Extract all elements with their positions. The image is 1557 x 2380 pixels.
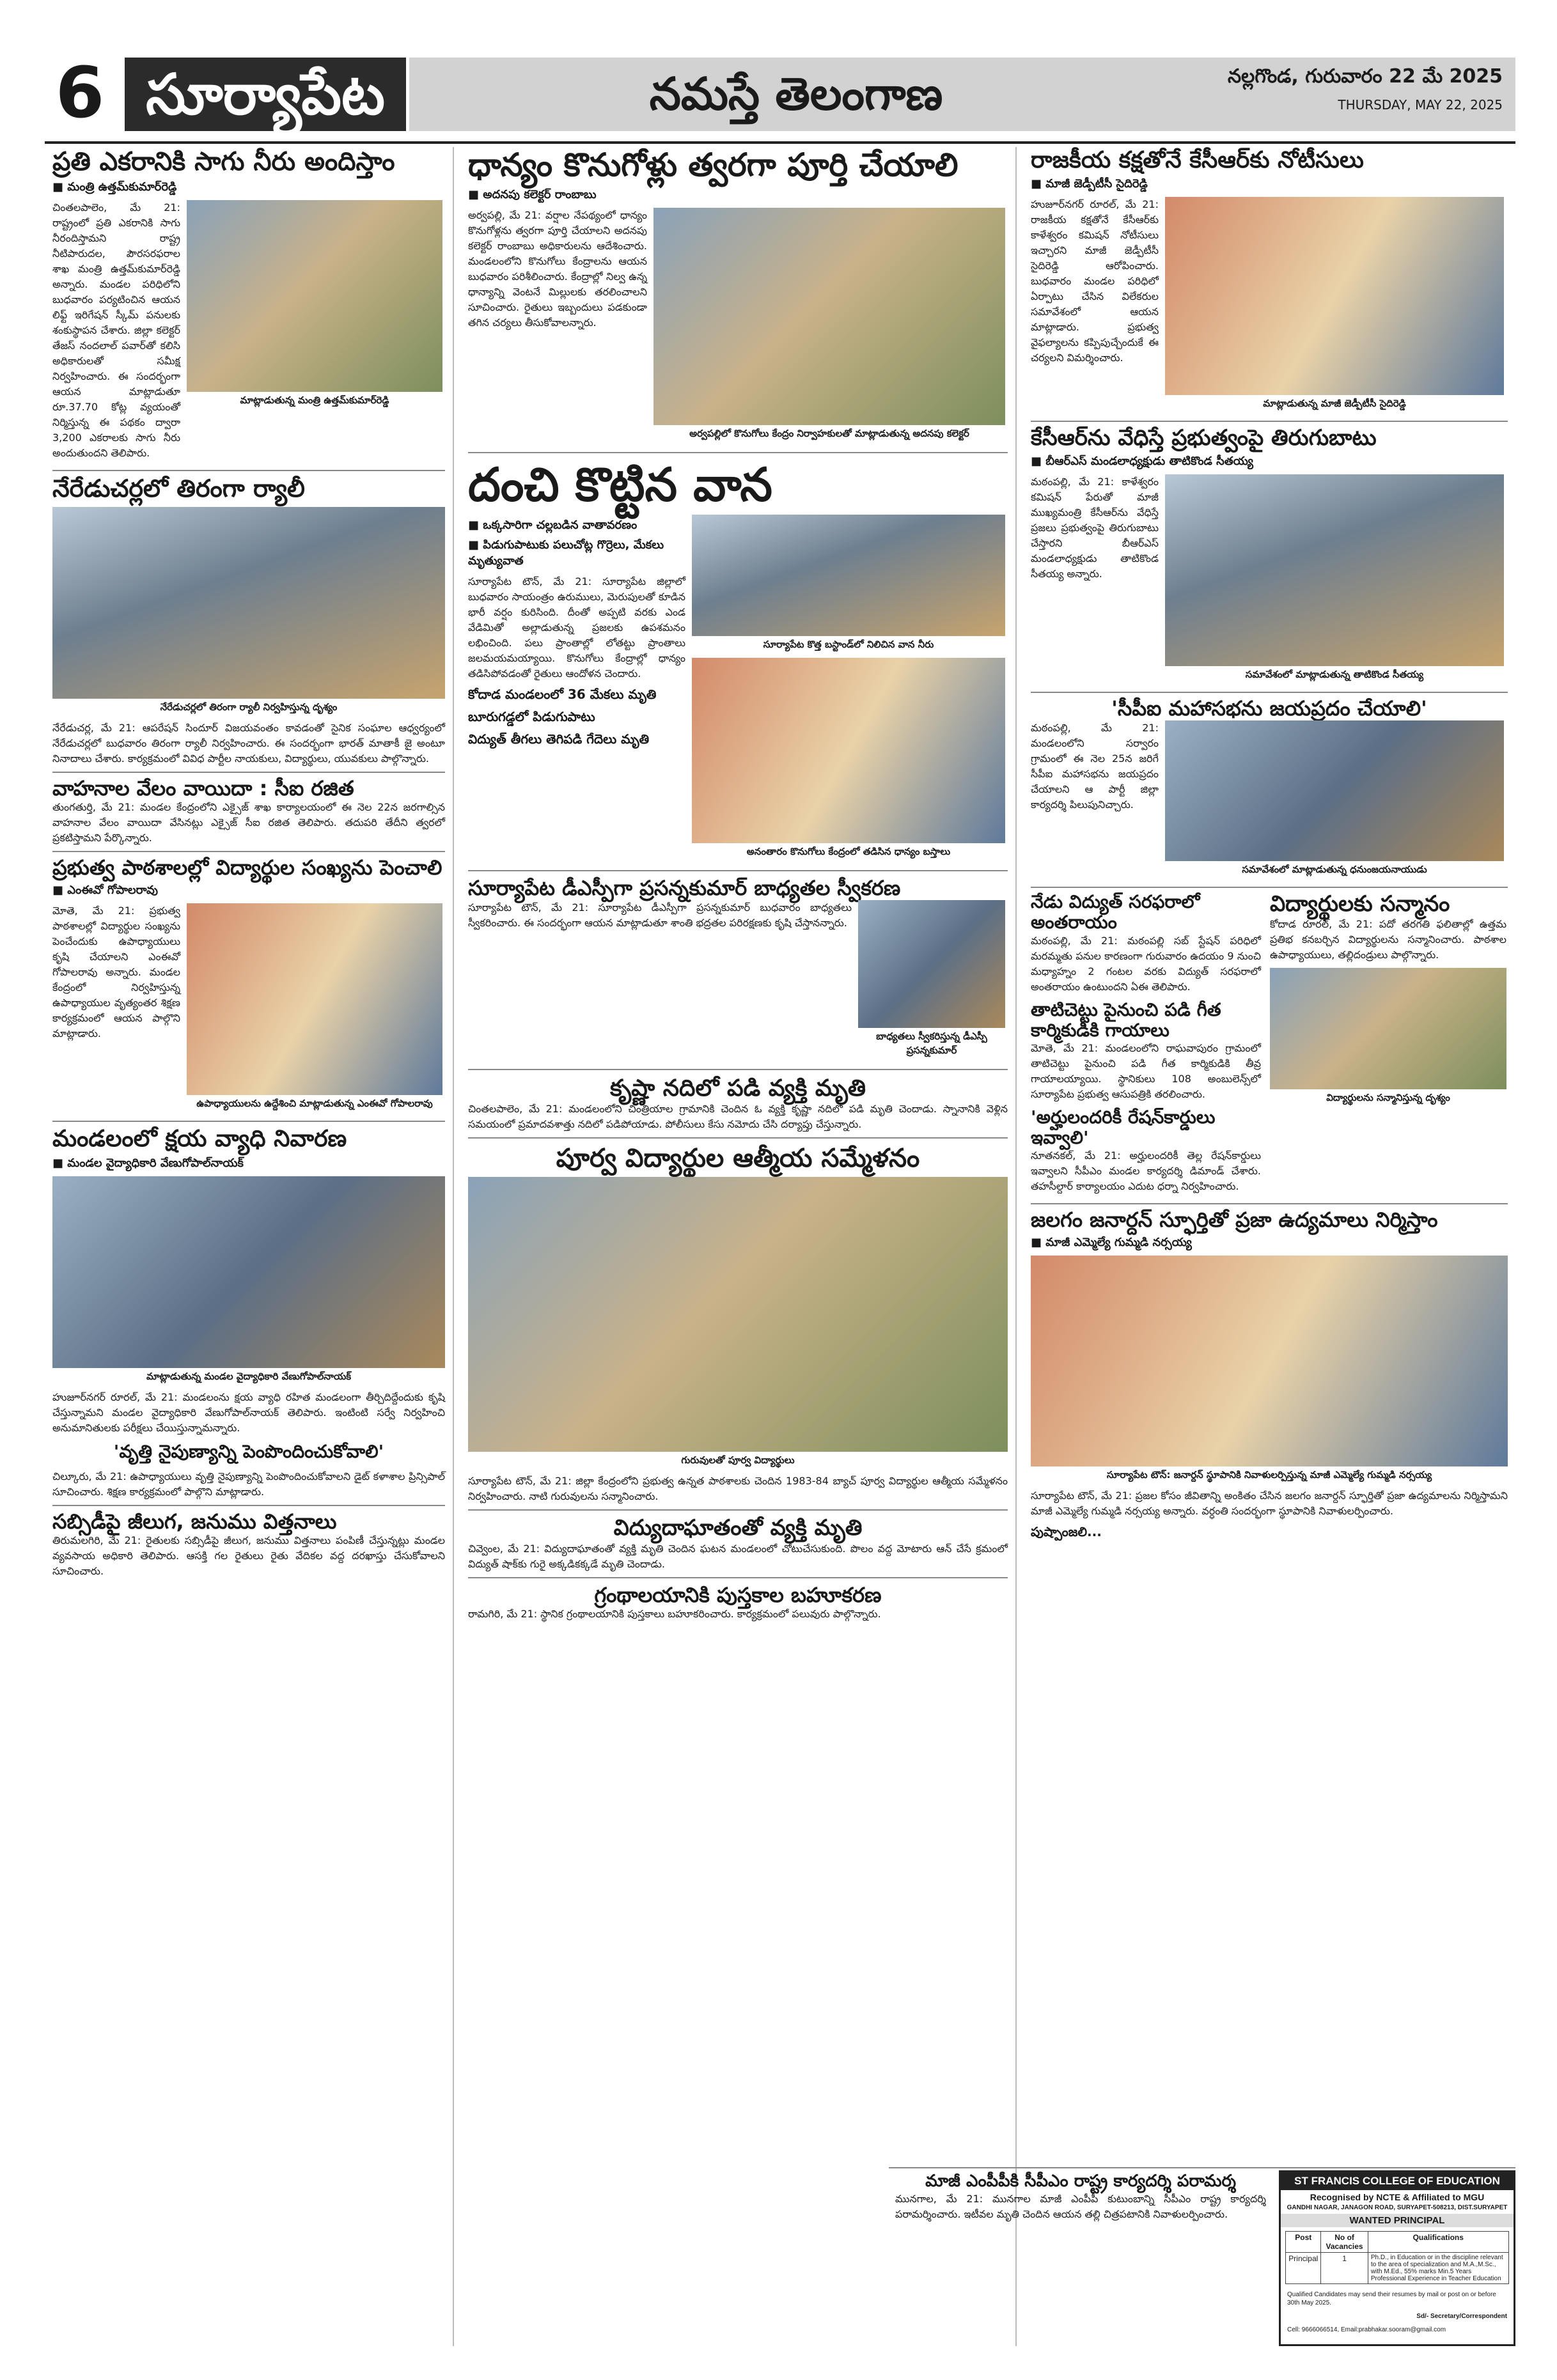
article-title: 'సీపీఐ మహాసభను జయప్రదం చేయాలి' xyxy=(1111,696,1427,721)
column-1 xyxy=(45,147,454,2346)
article-body: నేరేడుచర్ల, మే 21: ఆపరేషన్ సిందూర్ విజయవంతం కావడంతో సైనిక సంఘాల ఆధ్వర్యంలో నేరేడుచర్లలో బుధవారం తిరంగా ర్యాలీ నిర్వహించారు. ఈ సందర్భంగా భారత్ మాతాకీ జై అంటూ నినాదాలు చేశారు. కార్యక్రమంలో వివిధ పార్టీల నాయకులు, విద్యార్థులు, యువకులు పాల్గొన్నారు. xyxy=(52,721,445,765)
subheading: పుష్పాంజలి... xyxy=(1031,1524,1102,1540)
subheading: బూరుగడ్డలో పిడుగుపాటు xyxy=(468,709,595,725)
ad-col-post: Post xyxy=(1286,2232,1321,2253)
ad-heading: WANTED PRINCIPAL xyxy=(1281,2214,1514,2227)
article-body: తుంగతుర్తి, మే 21: మండల కేంద్రంలోని ఎక్సైజ్ శాఖ కార్యాలయంలో ఈ నెల 22న జరగాల్సిన వాహనాల వేలం వాయిదా వేసినట్లు ఎక్సైజ్ సీఐ రజిత తెలిపారు. తదుపరి తేదీని త్వరలో ప్రకటిస్తామని పేర్కొన్నారు. xyxy=(52,801,445,844)
article-title: జలగం జనార్దన్ స్ఫూర్తితో ప్రజా ఉద్యమాలు నిర్మిస్తాం xyxy=(1031,1208,1438,1233)
article-body: రామగిరి, మే 21: స్థానిక గ్రంథాలయానికి పుస్తకాలు బహూకరించారు. కార్యక్రమంలో పలువురు పాల్గొన్నారు. xyxy=(468,1608,881,1621)
photo-caption: మాట్లాడుతున్న మంత్రి ఉత్తమ్‌కుమార్‌రెడ్డి xyxy=(240,394,389,406)
byline: ■ మాజీ జెడ్పీటీసీ సైదిరెడ్డి xyxy=(1031,177,1508,193)
date-telugu: నల్లగొండ, గురువారం 22 మే 2025 xyxy=(1228,65,1503,88)
article-body: మోతె, మే 21: మండలంలోని రాఘవాపురం గ్రామంలో తాటిచెట్టు పైనుంచి పడి గీత కార్మికుడికి తీవ్ర గాయాలయ్యాయి. స్థానికులు 108 అంబులెన్స్‌లో సూర్యాపేట ప్రభుత్వ ఆసుపత్రికి తరలించారు. xyxy=(1031,1042,1261,1101)
article-photo xyxy=(1270,968,1506,1089)
subheading: ■ పిడుగుపాటుకు పలుచోట్ల గొర్రెలు, మేకలు మృత్యువాత xyxy=(468,538,685,570)
ad-address: GANDHI NAGAR, JANAGON ROAD, SURYAPET-508213, DIST.SURYAPET xyxy=(1287,2204,1508,2211)
article-body: చిల్కూరు, మే 21: ఉపాధ్యాయులు వృత్తి నైపుణ్యాన్ని పెంపొందించుకోవాలని డైట్ కళాశాల ప్రిన్సిపాల్ సూచించారు. శిక్షణ కార్యక్రమంలో పాల్గొని మాట్లాడారు. xyxy=(52,1470,445,1498)
article-body: మఠంపల్లి, మే 21: కాళేశ్వరం కమిషన్ పేరుతో మాజీ ముఖ్యమంత్రి కేసీఆర్‌ను వేధిస్తే ప్రజలు ప్రభుత్వంపై తిరుగుబాటు చేస్తారని బీఆర్ఎస్ మండలాధ్యక్షుడు తాటికొండ సీతయ్య అన్నారు. xyxy=(1031,476,1159,580)
subheading: విద్యుత్ తీగలు తెగిపడి గేదెలు మృతి xyxy=(468,731,650,747)
photo-caption: సూర్యాపేట టౌన్: జనార్దన్ స్థూపానికి నివాళులర్పిస్తున్న మాజీ ఎమ్మెల్యే గుమ్మడి నర్సయ్య xyxy=(1106,1469,1432,1481)
article-title: కేసీఆర్‌ను వేధిస్తే ప్రభుత్వంపై తిరుగుబాటు xyxy=(1031,425,1377,451)
article-body: సూర్యాపేట టౌన్, మే 21: సూర్యాపేట డీఎస్పీగా ప్రసన్నకుమార్ బుధవారం బాధ్యతలు స్వీకరించారు. ఈ సందర్భంగా ఆయన మాట్లాడుతూ శాంతి భద్రతల పరిరక్షణకు కృషి చేస్తానన్నారు. xyxy=(468,901,852,929)
article-body: సూర్యాపేట టౌన్, మే 21: సూర్యాపేట జిల్లాలో బుధవారం సాయంత్రం ఉరుములు, మెరుపులతో కూడిన భారీ వర్షం కురిసింది. దీంతో అప్పటి వరకు ఎండ వేడిమితో అల్లాడుతున్న ప్రజలకు ఉపశమనం లభించింది. పలు ప్రాంతాల్లో లోతట్టు ప్రాంతాలు జలమయమయ్యాయి. కొనుగోలు కేంద్రాల్లో ధాన్యం తడిసిపోవడంతో రైతులు ఆందోళన చెందారు. xyxy=(468,575,685,680)
ad-title: ST FRANCIS COLLEGE OF EDUCATION xyxy=(1281,2172,1514,2190)
article-title: పూర్వ విద్యార్థుల ఆత్మీయ సమ్మేళనం xyxy=(556,1144,920,1174)
dateline xyxy=(1183,58,1515,131)
photo-caption: గురువులతో పూర్వ విద్యార్థులు xyxy=(681,1454,795,1466)
article-title: వాహనాల వేలం వాయిదా : సీఐ రజిత xyxy=(52,775,354,800)
page-number: 6 xyxy=(45,51,115,134)
article-photo xyxy=(858,900,1005,1028)
photo-caption: నేరేడుచర్లలో తిరంగా ర్యాలీ నిర్వహిస్తున్న దృశ్యం xyxy=(160,701,338,713)
byline: ■ మండల వైద్యాధికారి వేణుగోపాల్‌నాయక్ xyxy=(52,1156,445,1172)
article-body: చింతలపాలెం, మే 21: రాష్ట్రంలో ప్రతి ఎకరానికి సాగు నీరందిస్తామని రాష్ట్ర నీటిపారుదల, పౌరసరఫరాల శాఖ మంత్రి ఉత్తమ్‌కుమార్‌రెడ్డి అన్నారు. మండల పరిధిలోని బుధవారం పర్యటించిన ఆయన లిఫ్ట్ ఇరిగేషన్ స్కీమ్ పనులకు శంకుస్థాపన చేశారు. జిల్లా కలెక్టర్ తేజస్ నందలాల్ పవార్‌తో కలిసి అధికారులతో సమీక్ష నిర్వహించారు. ఈ సందర్భంగా ఆయన మాట్లాడుతూ రూ.37.70 కోట్ల వ్యయంతో నిర్మిస్తున్న ఈ పథకం ద్వారా 3,200 ఎకరాలకు సాగు నీరు అందుతుందని తెలిపారు. xyxy=(52,201,180,459)
article-title: విద్యార్థులకు సన్మానం xyxy=(1270,891,1450,917)
article-body: సూర్యాపేట టౌన్, మే 21: జిల్లా కేంద్రంలోని ప్రభుత్వ ఉన్నత పాఠశాలకు చెందిన 1983-84 బ్యాచ్ పూర్వ విద్యార్థుల ఆత్మీయ సమ్మేళనం నిర్వహించారు. నాటి గురువులను సన్మానించారు. xyxy=(468,1475,1008,1503)
article-body: నూతనకల్, మే 21: అర్హులందరికీ తెల్ల రేషన్‌కార్డులు ఇవ్వాలని సీపీఎం మండల కార్యదర్శి డిమాండ్ చేశారు. తహసీల్దార్ కార్యాలయం ఎదుట ధర్నా నిర్వహించారు. xyxy=(1031,1149,1261,1193)
article-title: రాజకీయ కక్షతోనే కేసీఆర్‌కు నోటీసులు xyxy=(1031,147,1364,173)
byline: ■ మాజీ ఎమ్మెల్యే గుమ్మడి నర్సయ్య xyxy=(1031,1236,1508,1252)
column-3 xyxy=(1023,147,1515,2346)
ad-post: Principal xyxy=(1286,2253,1321,2284)
article-photo xyxy=(692,515,1005,636)
article-body: అర్వపల్లి, మే 21: వర్షాల నేపథ్యంలో ధాన్యం కొనుగోళ్లను త్వరగా పూర్తి చేయాలని అదనపు కలెక్టర్ రాంబాబు అధికారులను ఆదేశించారు. మండలంలోని కొనుగోలు కేంద్రాలను ఆయన బుధవారం పరిశీలించారు. కేంద్రాల్లో నిల్వ ఉన్న ధాన్యాన్ని వెంటనే మిల్లులకు తరలించాలని సూచించారు. రైతులు ఇబ్బందులు పడకుండా తగిన చర్యలు తీసుకోవాలన్నారు. xyxy=(468,208,647,329)
article-title: కృష్ణా నదిలో పడి వ్యక్తి మృతి xyxy=(609,1075,866,1102)
article-title: 'వృత్తి నైపుణ్యాన్ని పెంపొందించుకోవాలి' xyxy=(113,1440,384,1462)
photo-caption: మాట్లాడుతున్న మండల వైద్యాధికారి వేణుగోపాల్‌నాయక్ xyxy=(146,1370,352,1382)
column-2 xyxy=(460,147,1017,2346)
article-title: సూర్యాపేట డీఎస్పీగా ప్రసన్నకుమార్ బాధ్యతల స్వీకరణ xyxy=(468,876,901,901)
article-body: హుజూర్‌నగర్ రూరల్, మే 21: మండలంను క్షయ వ్యాధి రహిత మండలంగా తీర్చిదిద్దేందుకు కృషి చేస్తున్నామని మండల వైద్యాధికారి వేణుగోపాల్‌నాయక్ తెలిపారు. ఇంటింటి సర్వే నిర్వహించి అనుమానితులకు పరీక్షలు చేయిస్తున్నామన్నారు. xyxy=(52,1390,445,1434)
ad-recognition: Recognised by NCTE & Affiliated to MGU xyxy=(1310,2192,1485,2202)
photo-caption: సమావేశంలో మాట్లాడుతున్న తాటికొండ సీతయ్య xyxy=(1245,669,1424,681)
photo-caption: అనంతారం కొనుగోలు కేంద్రంలో తడిసిన ధాన్యం బస్తాలు xyxy=(746,846,951,858)
byline: ■ అదనపు కలెక్టర్ రాంబాబు xyxy=(468,188,1008,204)
article-title: ప్రతి ఎకరానికి సాగు నీరు అందిస్తాం xyxy=(52,147,395,176)
article-title: మాజీ ఎంపీపీకి సీపీఎం రాష్ట్ర కార్యదర్శి పరామర్శ xyxy=(925,2172,1236,2191)
byline: ■ మంత్రి ఉత్తమ్‌కుమార్‌రెడ్డి xyxy=(52,180,445,196)
byline: ■ బీఆర్ఎస్ మండలాధ్యక్షుడు తాటికొండ సీతయ్య xyxy=(1031,455,1508,471)
article-body: కోదాడ రూరల్, మే 21: పదో తరగతి ఫలితాల్లో ఉత్తమ ప్రతిభ కనబర్చిన విద్యార్థులను సన్మానించారు. పాఠశాల ఉపాధ్యాయులు, తల్లిదండ్రులు పాల్గొన్నారు. xyxy=(1270,918,1506,961)
article-photo xyxy=(1165,474,1504,666)
photo-caption: అర్వపల్లిలో కొనుగోలు కేంద్రం నిర్వాహకులతో మాట్లాడుతున్న అదనపు కలెక్టర్ xyxy=(689,427,969,439)
article-photo xyxy=(692,658,1005,843)
byline: ■ ఎంఈవో గోపాలరావు xyxy=(52,883,445,899)
subheading: ■ ఒక్కసారిగా చల్లబడిన వాతావరణం xyxy=(468,518,685,534)
article-body: చింతలపాలెం, మే 21: మండలంలోని చింత్రియాల గ్రామానికి చెందిన ఓ వ్యక్తి కృష్ణా నదిలో పడి మృతి చెందాడు. స్నానానికి వెళ్లిన సమయంలో ప్రమాదవశాత్తు నదిలో పడిపోయాడు. పోలీసులు కేసు నమోదు చేసి దర్యాప్తు చేస్తున్నారు. xyxy=(468,1103,1008,1131)
article-photo xyxy=(1165,720,1504,861)
date-english: THURSDAY, MAY 22, 2025 xyxy=(1338,97,1503,113)
article-body: మఠంపల్లి, మే 21: మఠంపల్లి సబ్ స్టేషన్ పరిధిలో మరమ్మతు పనుల కారణంగా గురువారం ఉదయం 9 నుంచి మధ్యాహ్నం 2 గంటల వరకు విద్యుత్ సరఫరాలో అంతరాయం ఉంటుందని ఏఈ తెలిపారు. xyxy=(1031,934,1261,993)
article-title: నేడు విద్యుత్ సరఫరాలో అంతరాయం xyxy=(1031,891,1200,933)
ad-col-qualifications: Qualifications xyxy=(1368,2232,1508,2253)
article-photo xyxy=(1165,197,1504,395)
article-title: ప్రభుత్వ పాఠశాలల్లో విద్యార్థుల సంఖ్యను పెంచాలి xyxy=(52,855,442,880)
article-title: దంచి కొట్టిన వాన xyxy=(468,457,772,511)
article-title: 'అర్హులందరికీ రేషన్‌కార్డులు ఇవ్వాలి' xyxy=(1031,1107,1216,1149)
article-title: గ్రంథాలయానికి పుస్తకాల బహూకరణ xyxy=(594,1582,882,1607)
article-body: తిరుమలగిరి, మే 21: రైతులకు సబ్సిడీపై జీలుగ, జనుము విత్తనాలు పంపిణీ చేస్తున్నట్లు మండల వ్యవసాయ అధికారి తెలిపారు. ఆసక్తి గల రైతులు రైతు వేదికల వద్ద దరఖాస్తు చేసుకోవాలని సూచించారు. xyxy=(52,1534,445,1578)
ad-footer: Qualified Candidates may send their resumes by mail or post on or before 30th May 2025. xyxy=(1287,2291,1496,2306)
article-title: నేరేడుచర్లలో తిరంగా ర్యాలీ xyxy=(52,474,305,502)
article-photo xyxy=(468,1177,1008,1452)
ad-col-vacancies: No of Vacancies xyxy=(1321,2232,1368,2253)
district-title: సూర్యాపేట xyxy=(125,58,406,131)
photo-caption: సమావేశంలో మాట్లాడుతున్న ధనుంజయనాయుడు xyxy=(1242,864,1427,876)
article-photo xyxy=(52,1176,445,1368)
ad-signature: Sd/- Secretary/Correspondent xyxy=(1416,2313,1507,2320)
article-body: హుజూర్‌నగర్ రూరల్, మే 21: రాజకీయ కక్షతోనే కేసీఆర్‌కు కాళేశ్వరం కమిషన్ నోటీసులు ఇచ్చారని మాజీ జెడ్పీటీసీ సైదిరెడ్డి ఆరోపించారు. బుధవారం మండల పరిధిలో ఏర్పాటు చేసిన విలేకరుల సమావేశంలో ఆయన మాట్లాడారు. ప్రభుత్వ వైఫల్యాలను కప్పిపుచ్చేందుకే ఈ చర్యలని విమర్శించారు. xyxy=(1031,198,1159,364)
article-title: తాటిచెట్టు పైనుంచి పడి గీత కార్మికుడికి గాయాలు xyxy=(1031,999,1221,1041)
photo-caption: సూర్యాపేట కొత్త బస్టాండ్‌లో నిలిచిన వాన నీరు xyxy=(763,639,934,651)
article-body: మునగాల, మే 21: మునగాల మాజీ ఎంపీపీ కుటుంబాన్ని సీపీఎం రాష్ట్ర కార్యదర్శి పరామర్శించారు. ఇటీవల మృతి చెందిన ఆయన తల్లి చిత్రపటానికి నివాళులర్పించారు. xyxy=(895,2192,1266,2220)
article-photo xyxy=(187,903,442,1095)
article-body: మోతె, మే 21: ప్రభుత్వ పాఠశాలల్లో విద్యార్థుల సంఖ్యను పెంచేందుకు ఉపాధ్యాయులు కృషి చేయాలని ఎంఈవో గోపాలరావు అన్నారు. మండల కేంద్రంలో నిర్వహిస్తున్న ఉపాధ్యాయుల వృత్యంతర శిక్షణ కార్యక్రమంలో ఆయన పాల్గొని మాట్లాడారు. xyxy=(52,905,180,1040)
article-photo xyxy=(653,208,1005,425)
ad-table xyxy=(1285,2231,1508,2284)
article-title: మండలంలో క్షయ వ్యాధి నివారణ xyxy=(52,1126,347,1153)
photo-caption: బాధ్యతలు స్వీకరిస్తున్న డీఎస్పీ ప్రసన్నకుమార్ xyxy=(876,1031,987,1057)
photo-caption: విద్యార్థులను సన్మానిస్తున్న దృశ్యం xyxy=(1326,1092,1450,1104)
article-body: మఠంపల్లి, మే 21: మండలంలోని సర్వారం గ్రామంలో ఈ నెల 25న జరిగే సీపీఐ మహాసభను జయప్రదం చేయాలని ఆ పార్టీ జిల్లా కార్యదర్శి పిలుపునిచ్చారు. xyxy=(1031,722,1159,811)
ad-contact: Cell: 9666066514, Email:prabhakar.sooram@gmail.com xyxy=(1287,2326,1446,2333)
article-title: విద్యుదాఘాతంతో వ్యక్తి మృతి xyxy=(613,1515,863,1541)
article-title: సబ్సిడీపై జీలుగ, జనుము విత్తనాలు xyxy=(52,1509,337,1534)
photo-caption: మాట్లాడుతున్న మాజీ జెడ్పీటీసీ సైదిరెడ్డి xyxy=(1263,398,1406,410)
article-body: చివ్వెంల, మే 21: విద్యుదాఘాతంతో వ్యక్తి మృతి చెందిన ఘటన మండలంలో చోటుచేసుకుంది. పొలం వద్ద మోటారు ఆన్ చేసే క్రమంలో విద్యుత్ షాక్‌కు గురై అక్కడికక్కడే మృతి చెందాడు. xyxy=(468,1542,1008,1570)
photo-caption: ఉపాధ్యాయులను ఉద్దేశించి మాట్లాడుతున్న ఎంఈవో గోపాలరావు xyxy=(196,1098,433,1110)
subheading: కోదాడ మండలంలో 36 మేకలు మృతి xyxy=(468,687,657,703)
article-photo xyxy=(187,200,442,392)
ad-vacancies: 1 xyxy=(1321,2253,1368,2284)
article-photo xyxy=(1031,1256,1508,1466)
masthead: నమస్తే తెలంగాణ xyxy=(409,58,1183,131)
article-title: ధాన్యం కొనుగోళ్లు త్వరగా పూర్తి చేయాలి xyxy=(468,147,958,183)
article-photo xyxy=(52,507,445,699)
classified-ad xyxy=(1279,2170,1515,2346)
ad-qualifications: Ph.D., in Education or in the discipline relevant to the area of specialization and M.A.,M.Sc., with M.Ed., 55% marks Min.5 Years Professional Experience in Teacher Education xyxy=(1368,2253,1508,2284)
article-body: సూర్యాపేట టౌన్, మే 21: ప్రజల కోసం జీవితాన్ని అంకితం చేసిన జలగం జనార్దన్ స్ఫూర్తితో ప్రజా ఉద్యమాలను నిర్మిస్తామని మాజీ ఎమ్మెల్యే గుమ్మడి నర్సయ్య అన్నారు. వర్ధంతి సందర్భంగా స్థూపానికి నివాళులర్పించారు. xyxy=(1031,1489,1508,1518)
